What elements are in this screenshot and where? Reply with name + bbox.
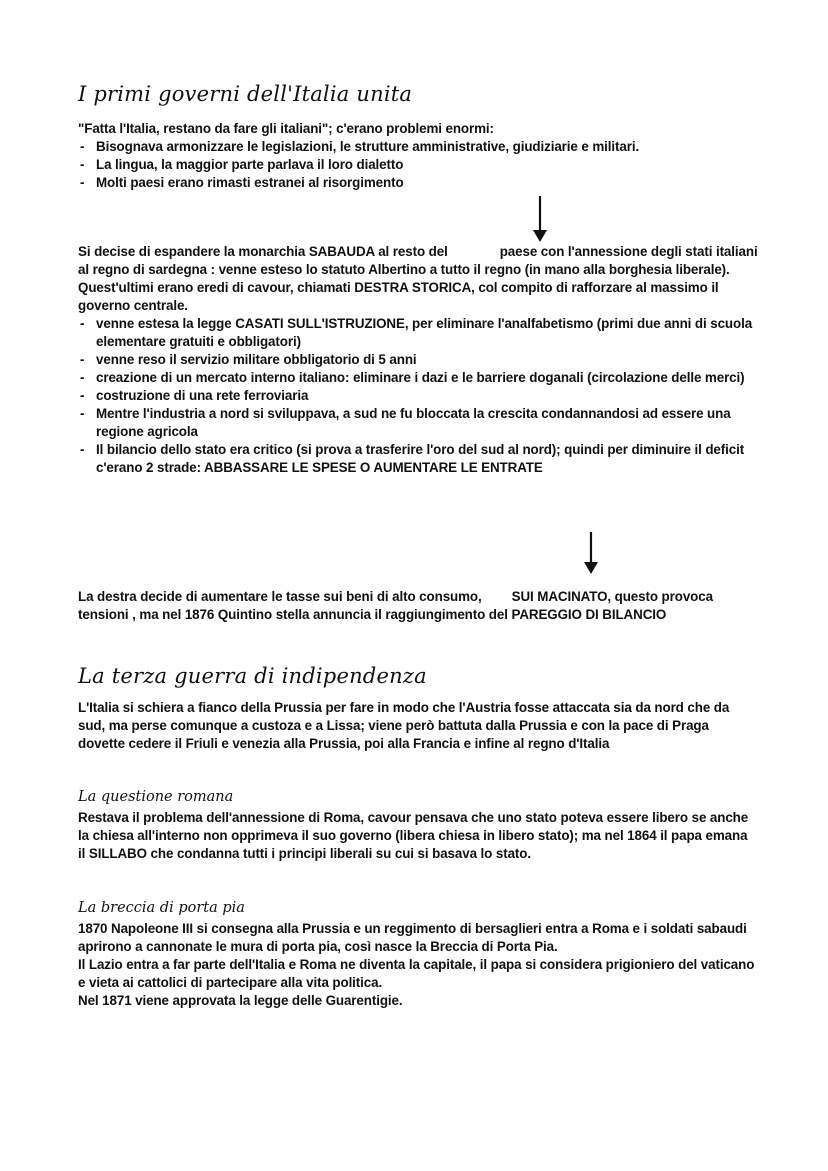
section2-block — [78, 699, 758, 753]
section2-title: La terza guerra di indipendenza — [78, 664, 427, 688]
paragraph-part1: Si decise di espandere la monarchia SABAUDA al resto del — [78, 244, 448, 259]
section3-block — [78, 809, 758, 863]
list-item: - creazione di un mercato interno italiano: eliminare i dazi e le barriere doganali (circolazione delle merci) — [78, 369, 758, 387]
paragraph-part2: paese con l'annessione degli stati italiani al regno di sardegna : venne esteso lo statuto Albertino a tutto il regno (in mano alla borghesia liberale). — [78, 244, 758, 277]
conclusion-part3: questo provoca tensioni , ma nel 1876 Quintino stella annuncia il raggiungimento del PAREGGIO DI BILANCIO — [78, 589, 713, 622]
section4-text1: 1870 Napoleone III si consegna alla Prussia e un reggimento di bersaglieri entra a Roma e i soldati sabaudi aprirono a cannonate le mura di porta pia, così nasce la Breccia di Porta Pia. — [78, 921, 747, 954]
section1-intro-block — [78, 120, 758, 192]
arrow-down-icon — [531, 196, 549, 244]
section2-text: L'Italia si schiera a fianco della Prussia per fare in modo che l'Austria fosse attaccata sia da nord che da sud, ma perse comunque a custoza e a Lissa; viene però battuta dalla Prussia e con la pace di Praga dovette cedere il Friuli e venezia alla Prussia, poi alla Francia e infine al regno d'Italia — [78, 700, 730, 751]
problems-list — [78, 138, 758, 192]
conclusion-part1: La destra decide di aumentare le tasse sui beni di alto consumo, — [78, 589, 482, 604]
section4-text2: Il Lazio entra a far parte dell'Italia e Roma ne diventa la capitale, il papa si considera prigioniero del vaticano e vieta ai cattolici di partecipare alla vita politica. — [78, 957, 755, 990]
section4-text3: Nel 1871 viene approvata la legge delle Guarentigie. — [78, 993, 403, 1008]
section1-paragraph2: Quest'ultimi erano eredi di cavour, chiamati DESTRA STORICA, col compito di rafforzare al massimo il governo centrale. — [78, 280, 719, 313]
list-item: - Mentre l'industria a nord si sviluppava, a sud ne fu bloccata la crescita condannandosi ad essere una regione agricola — [78, 405, 758, 441]
section1-conclusion-block — [78, 588, 758, 624]
measures-list — [78, 315, 758, 477]
arrow-down-icon — [582, 532, 600, 576]
section3-text: Restava il problema dell'annessione di Roma, cavour pensava che uno stato poteva essere libero se anche la chiesa all'interno non opprimeva il suo governo (libera chiesa in libero stato); ma nel 1864 il papa emana il SILLABO che condanna tutti i principi liberali su cui si basava lo stato. — [78, 810, 749, 861]
list-item: - costruzione di una rete ferroviaria — [78, 387, 758, 405]
list-item: - La lingua, la maggior parte parlava il loro dialetto — [78, 156, 758, 174]
list-item: - Il bilancio dello stato era critico (si prova a trasferire l'oro del sud al nord); quindi per diminuire il deficit c'erano 2 strade: ABBASSARE LE SPESE O AUMENTARE LE ENTRATE — [78, 441, 758, 477]
conclusion-part2: SUI MACINATO, — [511, 589, 612, 604]
section1-intro: "Fatta l'Italia, restano da fare gli italiani"; c'erano problemi enormi: — [78, 121, 494, 136]
section1-conclusion — [78, 588, 758, 624]
list-item: - Bisognava armonizzare le legislazioni, le strutture amministrative, giudiziarie e militari. — [78, 138, 758, 156]
section3-title: La questione romana — [78, 789, 234, 805]
section4-title: La breccia di porta pia — [78, 900, 245, 916]
list-item: - venne estesa la legge CASATI SULL'ISTRUZIONE, per eliminare l'analfabetismo (primi due anni di scuola elementare gratuiti e obbligatori) — [78, 315, 758, 351]
section1-paragraph-block — [78, 243, 758, 477]
list-item: - venne reso il servizio militare obbligatorio di 5 anni — [78, 351, 758, 369]
section1-title: I primi governi dell'Italia unita — [78, 82, 413, 106]
section4-block — [78, 920, 758, 1010]
list-item: - Molti paesi erano rimasti estranei al risorgimento — [78, 174, 758, 192]
section1-paragraph — [78, 243, 758, 279]
